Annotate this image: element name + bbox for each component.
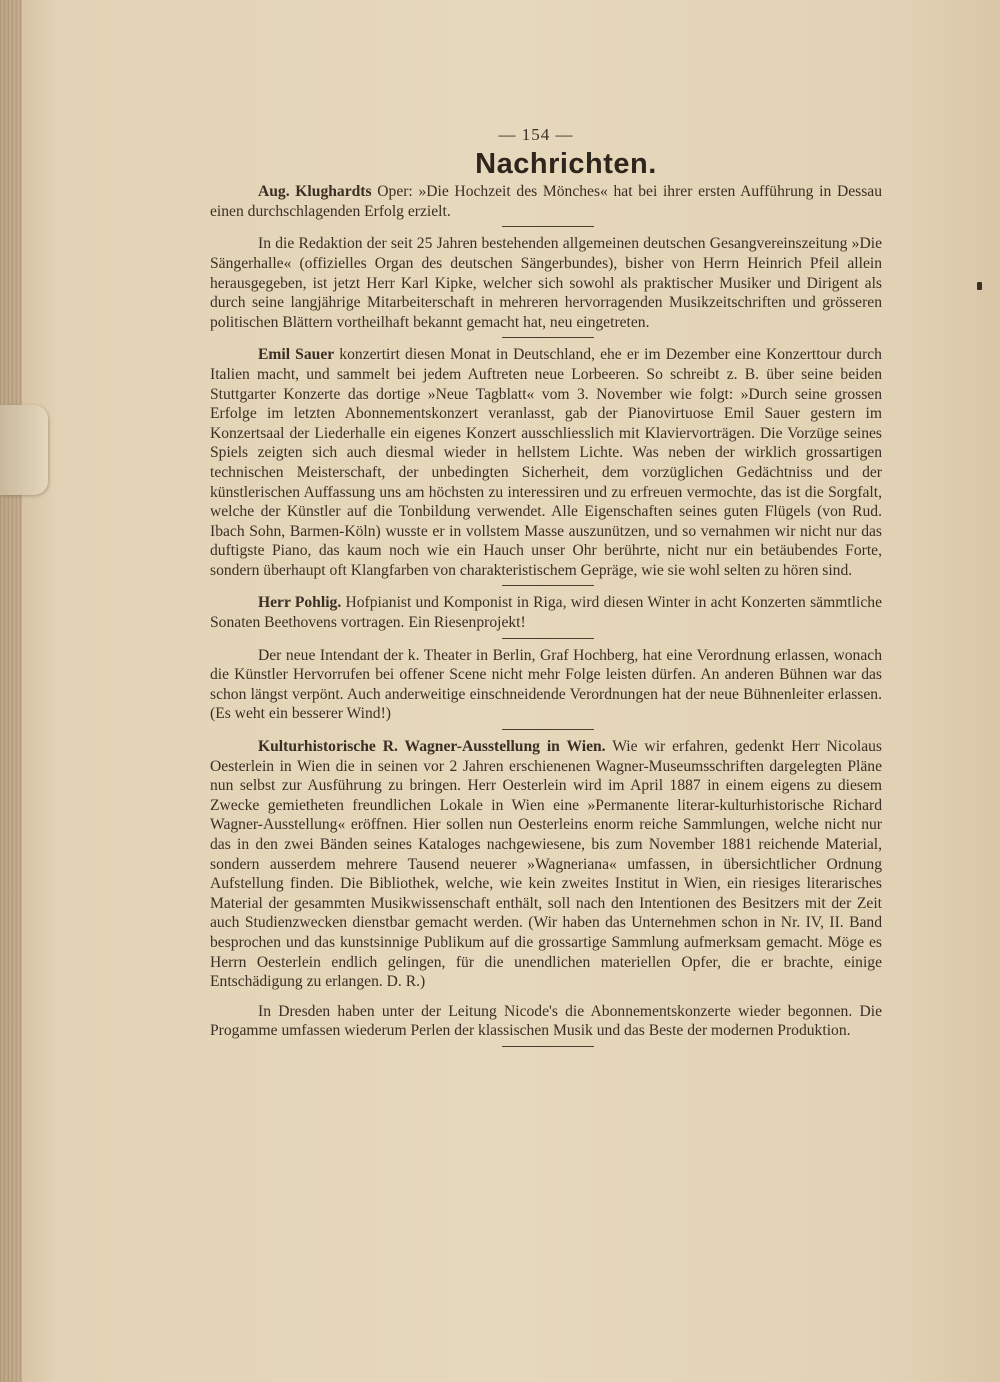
separator-rule <box>502 729 594 730</box>
item-text: Der neue Intendant der k. Theater in Berlin, Graf Hochberg, hat eine Verordnung erlassen, wonach die Künstler Hervorrufen bei offener Scene nicht mehr Folge leisten dürfen. An anderen Bühnen war das schon längst verpönt. Auch anderweitige einschneidende Verordnungen hat der neue Bühnenleiter erlassen. (Es weht ein besserer Wind!) <box>210 646 882 723</box>
news-item-pohlig <box>210 593 882 632</box>
news-item-hochberg <box>210 646 882 724</box>
page-marker-tab <box>0 405 48 495</box>
news-item-wagner-exhibition <box>210 737 882 992</box>
ink-mark <box>977 282 982 290</box>
news-item-dresden <box>210 1002 882 1041</box>
news-item-sauer <box>210 345 882 580</box>
item-text: Oper: »Die Hochzeit des Mönches« hat bei ihrer ersten Aufführung in Dessau einen durchschlagenden Erfolg erzielt. <box>210 183 882 220</box>
item-text: Wie wir erfahren, gedenkt Herr Nicolaus Oesterlein in Wien die in seinen vor 2 Jahren erschienenen Wagner-Museumsschriften dargelegten Pläne nun selbst zur Ausführung zu bringen. Herr Oesterlein wird im April 1887 in einem eigens zu diesem Zwecke gemietheten freundlichen Lokale in Wien eine »Permanente literar-kulturhistorische Richard Wagner-Ausstellung« eröffnen. Hier sollen nun Oesterleins enorm reiche Sammlungen, welche nicht nur das in den zwei Bänden seines Kataloges nachgewiesene, bis zum November 1881 reichende Material, sondern ausserdem mehrere Tausend neuerer »Wagneriana« umfassen, in übersichtlicher Ordnung Aufstellung finden. Die Bibliothek, welche, wie kein zweites Institut in Wien, ein riesiges literarisches Material der gesammten Musikwissenschaft enthält, soll nach den Intentionen des Besitzers mit der Zeit auch Studienzwecken dienstbar gemacht werden. (Wir haben das Unternehmen schon in Nr. IV, II. Band besprochen und das kunstsinnige Publikum auf die grossartige Sammlung aufmerksam gemacht. Möge es Herrn Oesterlein endlich gelingen, für die unendlichen materiellen Opfer, die er brachte, einige Entschädigung zu erlangen. D. R.) <box>210 738 882 991</box>
item-lead: Herr Pohlig. <box>258 594 342 612</box>
book-binding-edge <box>0 0 22 1382</box>
page-number: — 154 — <box>498 125 574 144</box>
item-lead: Aug. Klughardts <box>258 183 372 201</box>
item-text: Hofpianist und Komponist in Riga, wird diesen Winter in acht Konzerten sämmtliche Sonaten Beethovens vortragen. Ein Riesenprojekt! <box>210 594 882 632</box>
news-item-klughardt <box>210 182 882 221</box>
news-item-saengerhalle <box>210 234 882 332</box>
item-lead: Kulturhistorische R. Wagner-Ausstellung in Wien. <box>258 738 606 756</box>
end-rule <box>502 1046 594 1047</box>
separator-rule <box>502 585 594 586</box>
item-text: In Dresden haben unter der Leitung Nicode's die Abonnementskonzerte wieder begonnen. Die Progamme umfassen wiederum Perlen der klassischen Musik und das Beste der modernen Produktion. <box>210 1002 882 1040</box>
item-text: In die Redaktion der seit 25 Jahren bestehenden allgemeinen deutschen Gesangvereinszeitung »Die Sängerhalle« (offizielles Organ des deutschen Sängerbundes), bisher von Herrn Heinrich Pfeil allein herausgegeben, ist jetzt Herr Karl Kipke, welcher sich sowohl als praktischer Musiker und Dirigent als durch seine langjährige Mitarbeiterschaft in mehreren hervorragenden Musikzeitschriften und grösseren politischen Blättern vortheilhaft bekannt gemacht hat, neu eingetreten. <box>210 235 882 331</box>
item-lead: Emil Sauer <box>258 346 335 364</box>
page-content <box>210 125 882 1054</box>
item-text: konzertirt diesen Monat in Deutschland, ehe er im Dezember eine Konzerttour durch Italien macht, und sammelt bei jedem Auftreten neue Lorbeeren. So schreibt z. B. über seine beiden Stuttgarter Konzerte das dortige »Neue Tagblatt« vom 3. November wie folgt: »Durch seine grossen Erfolge im letzten Abonnementskonzert veranlasst, gab der Pianovirtuose Emil Sauer gestern im Konzertsaal der Liederhalle ein eigenes Konzert ausschliesslich mit Klaviervorträgen. Die Vorzüge seines Spiels zeigten sich auch diesmal wieder in hellstem Lichte. Was neben der wirklich grossartigen technischen Meisterschaft, der unbedingten Sicherheit, dem vorzüglichen Gedächtniss und der künstlerischen Auffassung uns am höchsten zu interessiren und zu erfreuen vermochte, das ist die Sorgfalt, welche der Künstler auf die Tonbildung verwendet. Alle Eigenschaften seines guten Flügels (von Rud. Ibach Sohn, Barmen-Köln) wusste er in vollstem Masse auszunützen, und so vernahmen wir nicht nur das duftigste Piano, das kaum noch wie ein Hauch unser Ohr berührte, nicht nur ein betäubendes Forte, sondern überhaupt oft Klangfarben von charakteristischem Gepräge, wie sie wohl selten zu hören sind. <box>210 346 882 579</box>
separator-rule <box>502 226 594 227</box>
separator-rule <box>502 337 594 338</box>
separator-rule <box>502 638 594 639</box>
page-title: Nachrichten. <box>475 147 657 180</box>
